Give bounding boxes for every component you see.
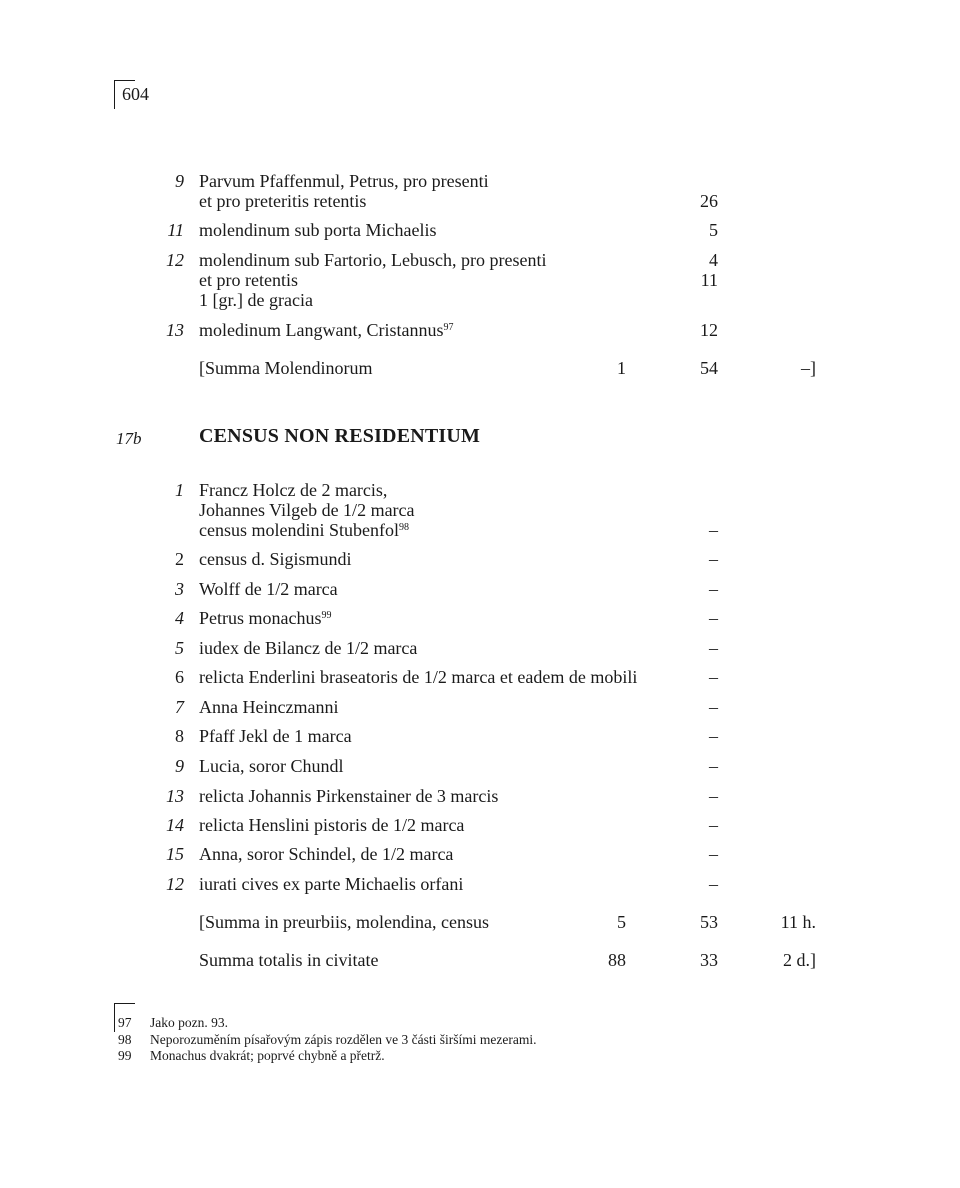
entry-value-line: – <box>709 756 718 776</box>
entry-text <box>199 697 699 717</box>
entry-value-line <box>650 500 718 520</box>
entry-line <box>199 667 699 687</box>
entry-value-line: – <box>709 697 718 717</box>
entry-line-text: iurati cives ex parte Michaelis orfani <box>199 874 464 894</box>
entry-number: 3 <box>175 579 184 599</box>
entry-value <box>650 250 718 310</box>
summa-value-3: 2 d.] <box>783 950 816 970</box>
summa-label: [Summa in preurbiis, molendina, census <box>199 912 489 932</box>
entry-line <box>199 579 699 599</box>
entry-line <box>199 171 699 191</box>
entry-value-line <box>650 171 718 191</box>
entry-line-text: Parvum Pfaffenmul, Petrus, pro presenti <box>199 171 489 191</box>
entry-number: 12 <box>166 874 184 894</box>
entry-line <box>199 549 699 569</box>
entry-line-text: census d. Sigismundi <box>199 549 352 569</box>
entry-number: 5 <box>175 638 184 658</box>
entry-number: 11 <box>167 220 184 240</box>
footnote-text: Monachus dvakrát; poprvé chybně a přetrž. <box>150 1048 385 1063</box>
entry-value-line: – <box>709 786 718 806</box>
entry-value-line: 11 <box>700 270 718 290</box>
summa-value-3: 11 h. <box>780 912 816 932</box>
entry-text <box>199 220 699 240</box>
entry-text <box>199 874 699 894</box>
entry-line <box>199 270 699 290</box>
entry-value-line: – <box>709 579 718 599</box>
entry-text <box>199 171 699 211</box>
summa-value-1: 88 <box>608 950 626 970</box>
entry-number: 13 <box>166 320 184 340</box>
entry-value-line: – <box>709 638 718 658</box>
entry-value-line: – <box>709 844 718 864</box>
entry-value-line: – <box>709 549 718 569</box>
entry-value <box>650 844 718 864</box>
entry-line <box>199 815 699 835</box>
entry-value <box>650 608 718 628</box>
entry-line <box>199 756 699 776</box>
entry-line-text: molendinum sub Fartorio, Lebusch, pro presenti <box>199 250 547 270</box>
entry-line-text: Anna Heinczmanni <box>199 697 339 717</box>
entry-line-text: Lucia, soror Chundl <box>199 756 344 776</box>
entry-number: 14 <box>166 815 184 835</box>
footnote-text: Jako pozn. 93. <box>150 1015 228 1030</box>
entry-number: 8 <box>175 726 184 746</box>
entry-line <box>199 290 699 310</box>
summa-label: Summa totalis in civitate <box>199 950 379 970</box>
entry-line <box>199 874 699 894</box>
entry-line <box>199 520 699 540</box>
entry-number: 9 <box>175 171 184 191</box>
entry-value <box>650 549 718 569</box>
footnote-number: 97 <box>118 1015 132 1030</box>
entry-number: 12 <box>166 250 184 270</box>
entry-line-text: census molendini Stubenfol <box>199 520 399 540</box>
entry-text <box>199 250 699 310</box>
entry-value <box>650 726 718 746</box>
entry-number: 7 <box>175 697 184 717</box>
entry-number: 13 <box>166 786 184 806</box>
summa-value-2: 54 <box>700 358 718 378</box>
entry-number: 15 <box>166 844 184 864</box>
entry-number: 2 <box>175 549 184 569</box>
summa-value-3: –] <box>801 358 816 378</box>
entry-value <box>650 579 718 599</box>
entry-value <box>650 756 718 776</box>
entry-line-text: relicta Enderlini braseatoris de 1/2 marca et eadem de mobili <box>199 667 638 687</box>
summa-value-2: 33 <box>700 950 718 970</box>
entry-line-text: 1 [gr.] de gracia <box>199 290 313 310</box>
entry-value-line <box>650 480 718 500</box>
entry-value-line: – <box>709 874 718 894</box>
entry-value <box>650 697 718 717</box>
entry-value-line: 12 <box>700 320 718 340</box>
entry-value <box>650 480 718 540</box>
entry-text <box>199 667 699 687</box>
entry-line-text: relicta Henslini pistoris de 1/2 marca <box>199 815 465 835</box>
entry-line <box>199 726 699 746</box>
entry-text <box>199 608 699 628</box>
entry-line <box>199 500 699 520</box>
entry-line-text: moledinum Langwant, Cristannus <box>199 320 444 340</box>
entry-text <box>199 815 699 835</box>
entry-value <box>650 320 718 340</box>
entry-line <box>199 480 699 500</box>
entry-line-text: iudex de Bilancz de 1/2 marca <box>199 638 418 658</box>
entry-value <box>650 815 718 835</box>
folio-marginal: 17b <box>116 429 142 448</box>
footnote-ref: 97 <box>443 322 454 333</box>
footnote-number: 99 <box>118 1048 132 1063</box>
entry-line <box>199 220 699 240</box>
entry-text <box>199 579 699 599</box>
entry-number: 1 <box>175 480 184 500</box>
entry-line <box>199 191 699 211</box>
entry-line-text: Wolff de 1/2 marca <box>199 579 338 599</box>
footnote-ref: 98 <box>398 522 409 533</box>
entry-value <box>650 171 718 211</box>
entry-value <box>650 667 718 687</box>
entry-line <box>199 786 699 806</box>
entry-text <box>199 480 699 540</box>
entry-value <box>650 638 718 658</box>
entry-text <box>199 756 699 776</box>
page-number: 604 <box>122 84 149 104</box>
entry-value-line: – <box>709 608 718 628</box>
entry-value-line: 5 <box>709 220 718 240</box>
entry-line <box>199 608 699 628</box>
entry-value-line <box>650 290 718 310</box>
entry-line-text: Petrus monachus <box>199 608 322 628</box>
entry-line <box>199 697 699 717</box>
entry-text <box>199 726 699 746</box>
entry-value <box>650 786 718 806</box>
entry-line-text: Johannes Vilgeb de 1/2 marca <box>199 500 415 520</box>
entry-line-text: Anna, soror Schindel, de 1/2 marca <box>199 844 454 864</box>
summa-value-2: 53 <box>700 912 718 932</box>
entry-text <box>199 638 699 658</box>
summa-value-1: 5 <box>617 912 626 932</box>
entry-number: 4 <box>175 608 184 628</box>
entry-value-line: 26 <box>700 191 718 211</box>
entry-value-line: 4 <box>709 250 718 270</box>
entry-text <box>199 549 699 569</box>
entry-line <box>199 844 699 864</box>
section-heading: CENSUS NON RESIDENTIUM <box>199 425 481 447</box>
entry-line-text: molendinum sub porta Michaelis <box>199 220 437 240</box>
entry-value-line: – <box>709 815 718 835</box>
entry-value <box>650 874 718 894</box>
entry-line-text: Francz Holcz de 2 marcis, <box>199 480 388 500</box>
entry-value-line: – <box>709 520 718 540</box>
entry-number: 9 <box>175 756 184 776</box>
entry-line-text: relicta Johannis Pirkenstainer de 3 marcis <box>199 786 499 806</box>
entry-number: 6 <box>175 667 184 687</box>
entry-line-text: et pro retentis <box>199 270 298 290</box>
entry-line <box>199 638 699 658</box>
entry-text <box>199 844 699 864</box>
entry-line-text: et pro preteritis retentis <box>199 191 367 211</box>
entry-value-line: – <box>709 726 718 746</box>
footnote-text: Neporozuměním písařovým zápis rozdělen ve 3 části širšími mezerami. <box>150 1032 537 1047</box>
entry-line <box>199 320 699 340</box>
footnote-number: 98 <box>118 1032 132 1047</box>
footnote-ref: 99 <box>321 610 332 621</box>
entry-line-text: Pfaff Jekl de 1 marca <box>199 726 352 746</box>
entry-line <box>199 250 699 270</box>
entry-value-line: – <box>709 667 718 687</box>
entry-value <box>650 220 718 240</box>
summa-value-1: 1 <box>617 358 626 378</box>
summa-label: [Summa Molendinorum <box>199 358 373 378</box>
entry-text <box>199 320 699 340</box>
entry-text <box>199 786 699 806</box>
